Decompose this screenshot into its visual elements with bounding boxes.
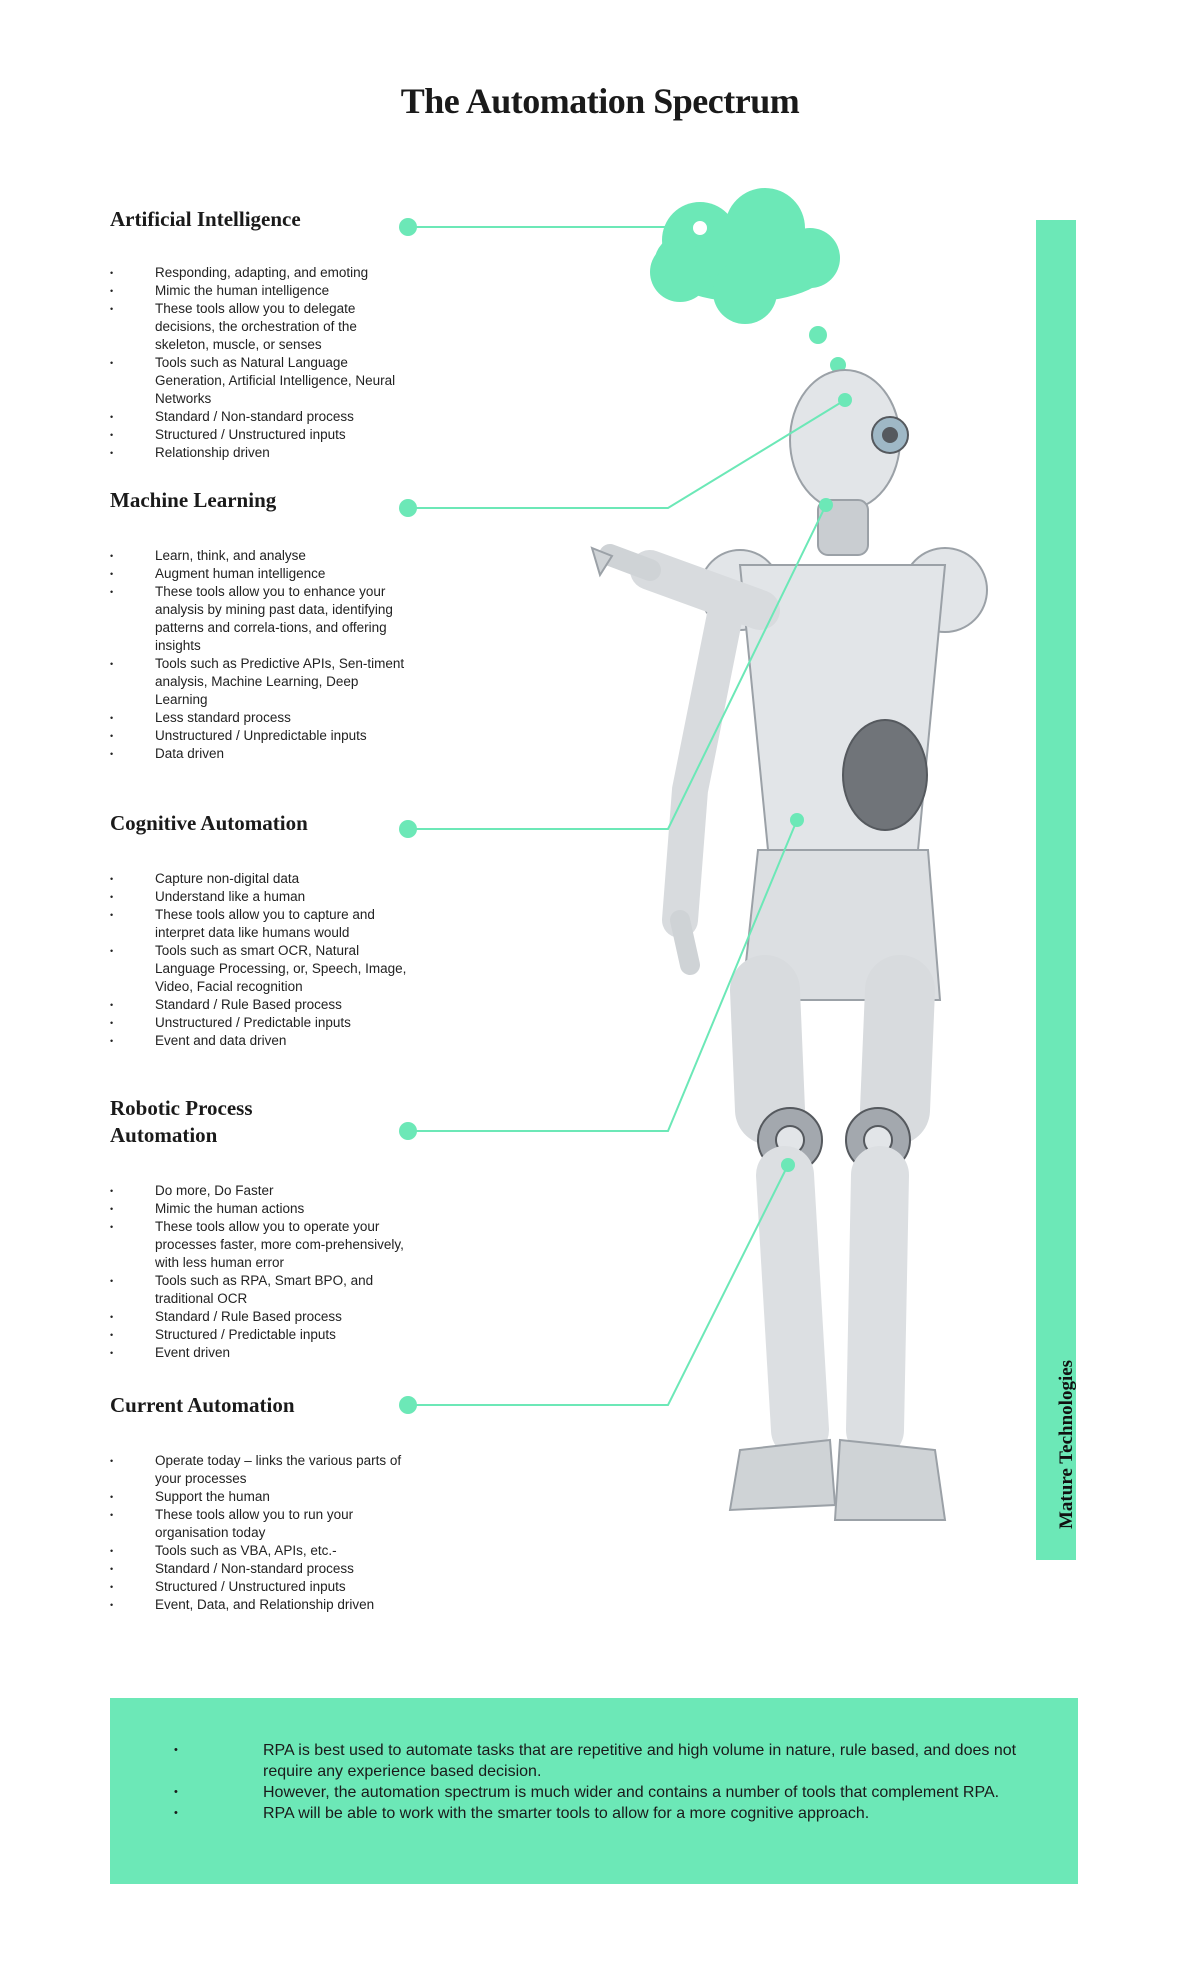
robot-figure — [592, 370, 987, 1520]
list-item: • Standard / Rule Based process — [110, 996, 410, 1014]
list-item: • Standard / Non-standard process — [110, 1560, 410, 1578]
mature-technologies-label: Mature Technologies — [1056, 1359, 1077, 1529]
section-machine-learning — [110, 487, 410, 763]
section-heading: Current Automation — [110, 1393, 295, 1417]
list-item: • Mimic the human intelligence — [110, 282, 410, 300]
list-item: • Learn, think, and analyse — [110, 547, 410, 565]
list-item: • Standard / Non-standard process — [110, 408, 410, 426]
list-item: • Unstructured / Unpredictable inputs — [110, 727, 410, 745]
list-item: • However, the automation spectrum is much wider and contains a number of tools that complement RPA. — [110, 1782, 1028, 1803]
list-item: • These tools allow you to run your organisation today — [110, 1506, 410, 1542]
list-item: • Less standard process — [110, 709, 410, 727]
list-item: • Augment human intelligence — [110, 565, 410, 583]
list-item: • Structured / Unstructured inputs — [110, 426, 410, 444]
section-cognitive-automation — [110, 810, 410, 1050]
bullet-list — [110, 1182, 410, 1362]
list-item: • Structured / Unstructured inputs — [110, 1578, 410, 1596]
list-item: • Understand like a human — [110, 888, 410, 906]
list-item: • Standard / Rule Based process — [110, 1308, 410, 1326]
section-heading: Robotic Process Automation — [110, 1096, 253, 1147]
list-item: • Event driven — [110, 1344, 410, 1362]
list-item: • Tools such as smart OCR, Natural Language Processing, or, Speech, Image, Video, Facial recognition — [110, 942, 410, 996]
summary-box — [110, 1698, 1078, 1884]
list-item: • These tools allow you to enhance your analysis by mining past data, identifying patterns and correla-tions, and offering insights — [110, 583, 410, 655]
bullet-list — [110, 1452, 410, 1614]
list-item: • Tools such as VBA, APIs, etc.- — [110, 1542, 410, 1560]
list-item: • RPA will be able to work with the smarter tools to allow for a more cognitive approach. — [110, 1803, 1028, 1824]
list-item: • Operate today – links the various parts of your processes — [110, 1452, 410, 1488]
list-item: • Capture non-digital data — [110, 870, 410, 888]
bullet-list — [110, 264, 410, 462]
section-heading: Cognitive Automation — [110, 811, 308, 835]
list-item: • Structured / Predictable inputs — [110, 1326, 410, 1344]
section-robotic-process-automation — [110, 1095, 404, 1362]
list-item: • Do more, Do Faster — [110, 1182, 410, 1200]
list-item: • These tools allow you to operate your processes faster, more com-prehensively, with less human error — [110, 1218, 410, 1272]
cloud-node-icon — [692, 220, 708, 236]
list-item: • Tools such as Natural Language Generation, Artificial Intelligence, Neural Networks — [110, 354, 410, 408]
list-item: • These tools allow you to capture and interpret data like humans would — [110, 906, 410, 942]
list-item: • Responding, adapting, and emoting — [110, 264, 410, 282]
list-item: • Unstructured / Predictable inputs — [110, 1014, 410, 1032]
section-heading: Machine Learning — [110, 488, 277, 512]
bullet-list — [110, 870, 410, 1050]
bullet-list — [110, 547, 410, 763]
list-item: • Relationship driven — [110, 444, 410, 462]
section-heading: Artificial Intelligence — [110, 207, 301, 231]
page-title: The Automation Spectrum — [400, 81, 800, 121]
list-item: • Mimic the human actions — [110, 1200, 410, 1218]
summary-list — [110, 1698, 1078, 1824]
list-item: • Tools such as RPA, Smart BPO, and traditional OCR — [110, 1272, 410, 1308]
section-artificial-intelligence — [110, 206, 410, 462]
list-item: • RPA is best used to automate tasks that are repetitive and high volume in nature, rule based, and does not require any experience based decision. — [110, 1740, 1028, 1782]
section-current-automation — [110, 1392, 410, 1614]
list-item: • Event and data driven — [110, 1032, 410, 1050]
list-item: • These tools allow you to delegate decisions, the orchestration of the skeleton, muscle, or senses — [110, 300, 410, 354]
list-item: • Event, Data, and Relationship driven — [110, 1596, 410, 1614]
list-item: • Support the human — [110, 1488, 410, 1506]
list-item: • Data driven — [110, 745, 410, 763]
list-item: • Tools such as Predictive APIs, Sen-timent analysis, Machine Learning, Deep Learning — [110, 655, 410, 709]
thought-cloud-icon — [650, 188, 846, 373]
